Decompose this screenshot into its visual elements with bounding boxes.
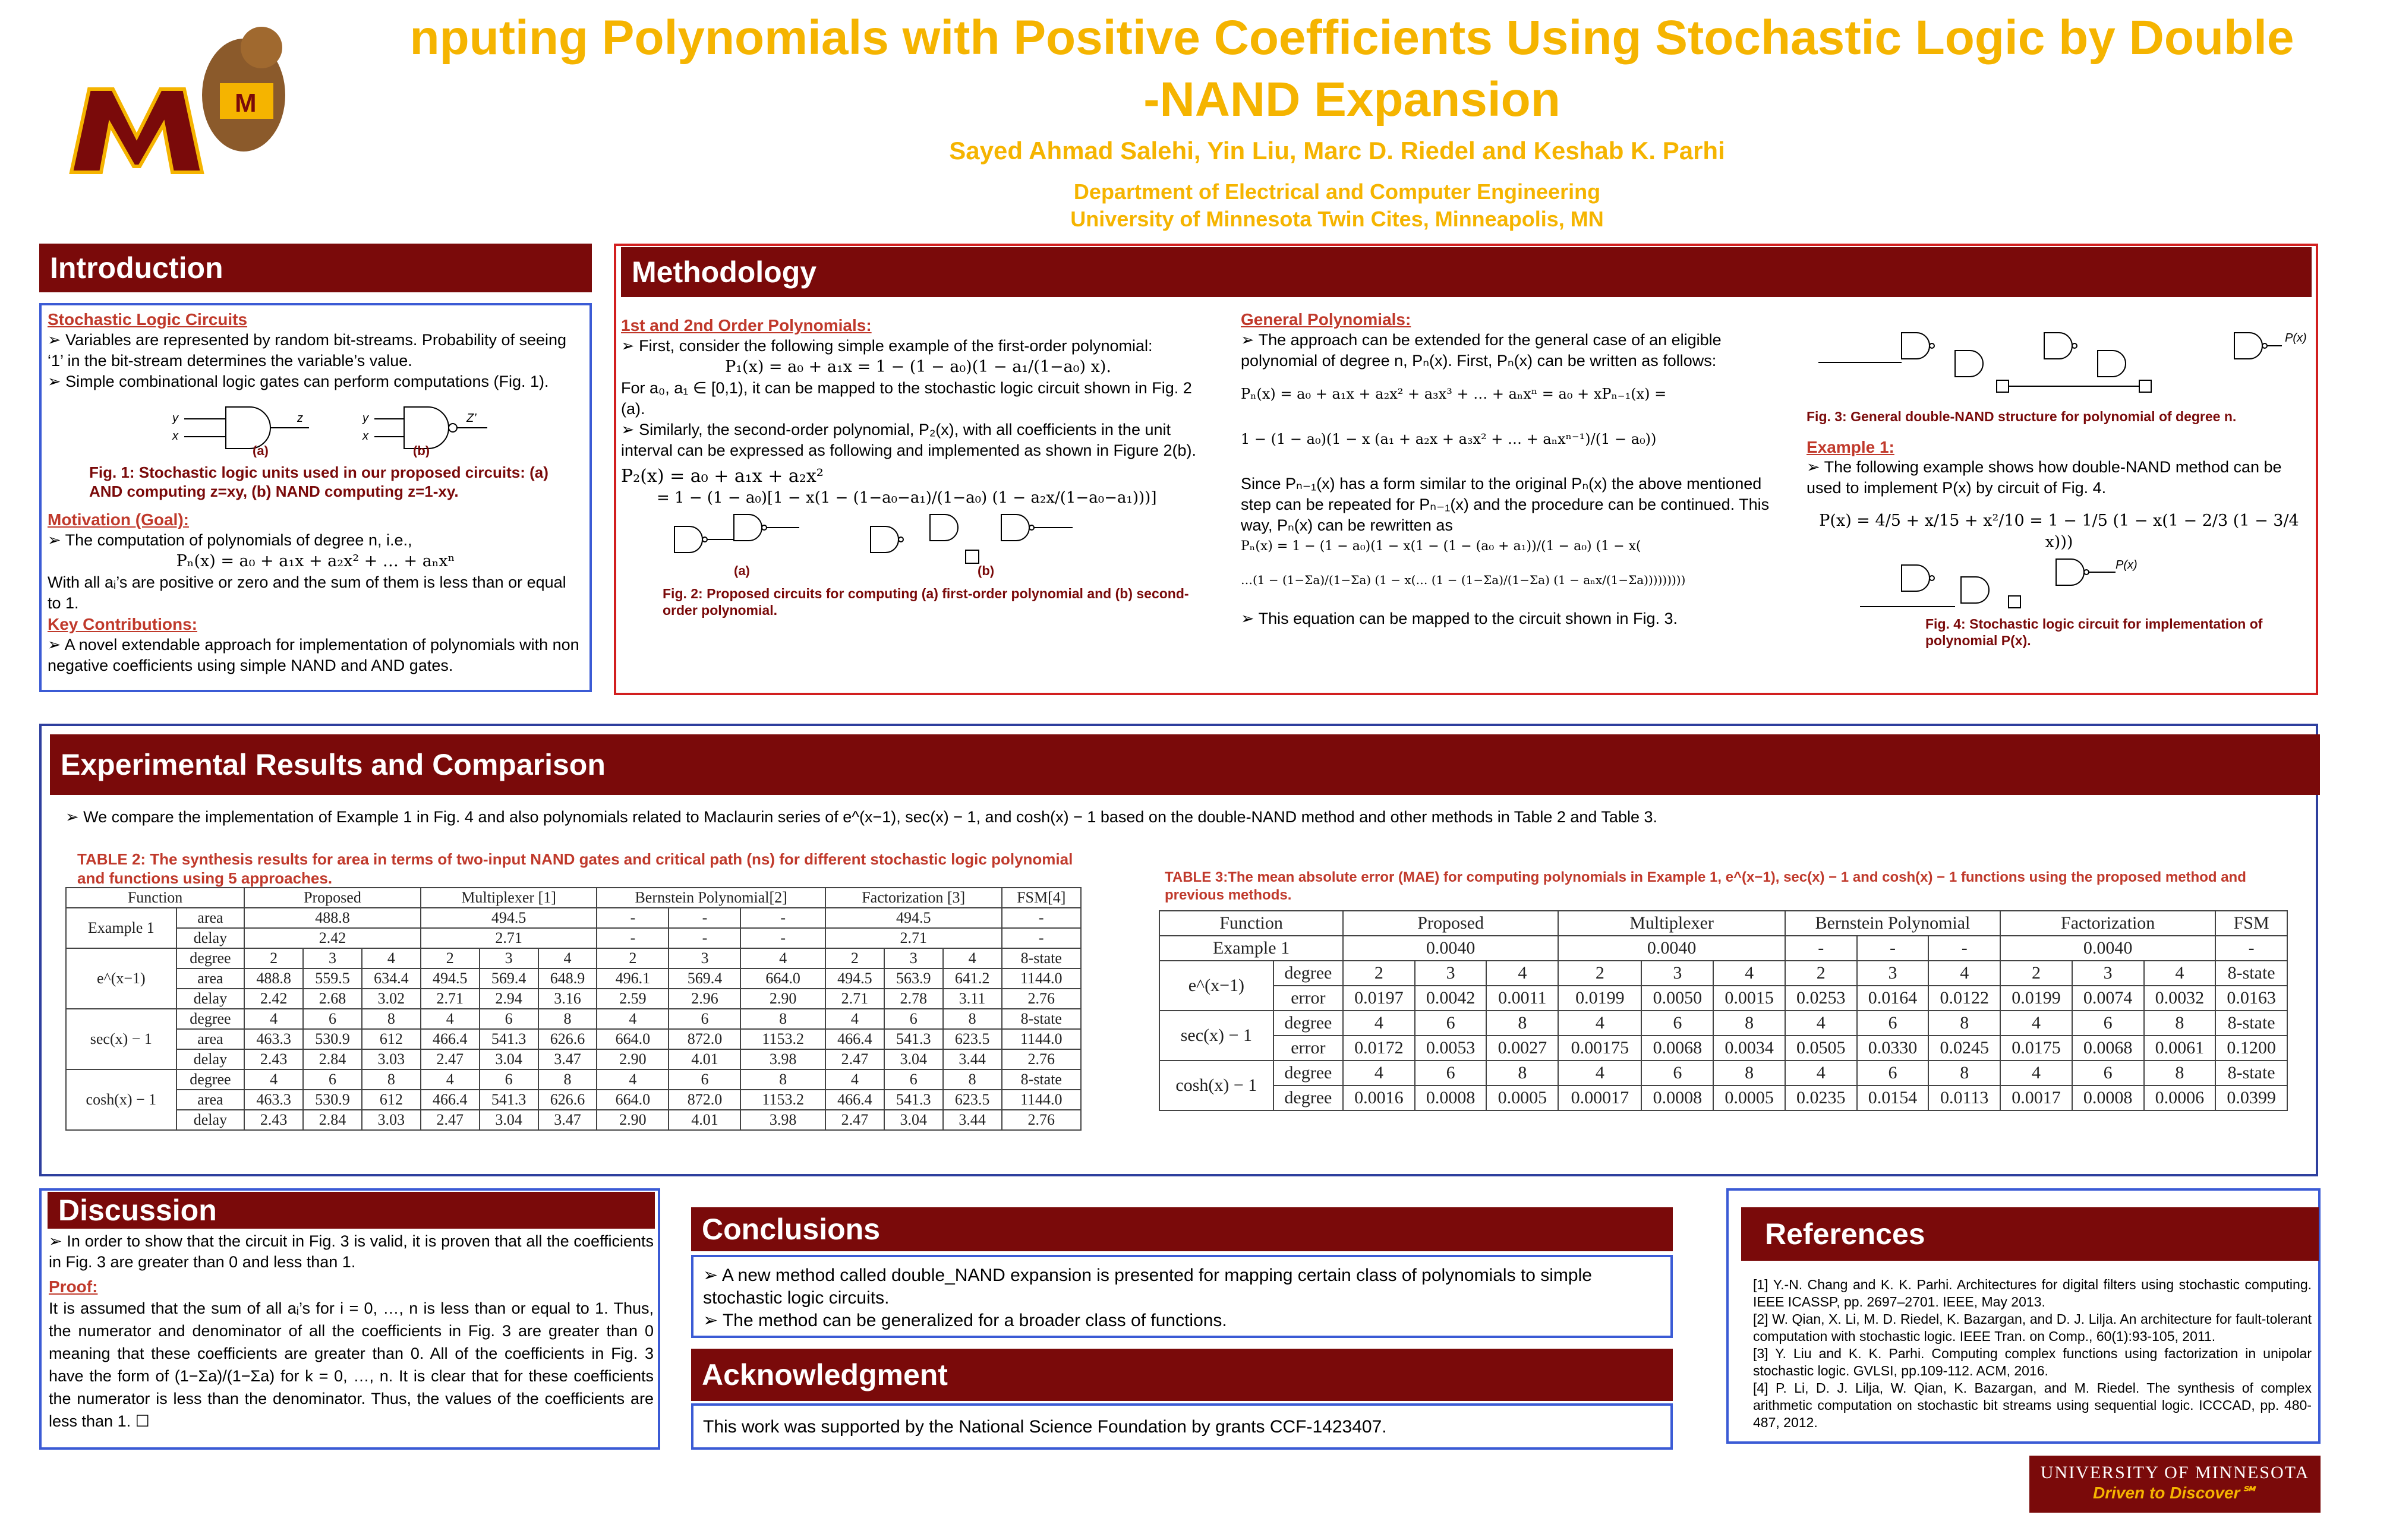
method-eq2a: P₂(x) = a₀ + a₁x + a₂x² <box>621 466 824 487</box>
ref-3: [3] Y. Liu and K. K. Parhi. Computing complex functions using factorization in unipolar stochastic logic. GVLSI, pp.109-112. ACM, 2016. <box>1753 1346 2312 1378</box>
concl-heading: Conclusions <box>691 1207 1673 1251</box>
method-geq4: …(1 − (1−Σa)/(1−Σa) (1 − x(… (1 − (1−Σa)/(1−Σa) (1 − aₙx/(1−Σa))))))))) <box>1241 573 1686 587</box>
fig4-caption: Fig. 4: Stochastic logic circuit for implementation of polynomial P(x). <box>1925 616 2263 648</box>
method-sub3: Example 1: <box>1807 438 1894 456</box>
svg-text:(b): (b) <box>978 563 995 578</box>
ack-heading: Acknowledgment <box>691 1349 1673 1401</box>
authors: Sayed Ahmad Salehi, Yin Liu, Marc D. Riedel and Keshab K. Parhi <box>949 137 1725 165</box>
method-b2: ➢ Similarly, the second-order polynomial, P₂(x), with all coefficients in the unit interval can be expressed as following and implemented as shown in Figure 2(b). <box>621 419 1215 461</box>
t2-ex1-delay: delay 2.42 2.71 - - - 2.71 - <box>66 928 1081 948</box>
method-g3: ➢ This equation can be mapped to the circuit shown in Fig. 3. <box>1241 608 1776 629</box>
disc-b1: ➢ In order to show that the circuit in Fig. 3 is valid, it is proven that all the coefficients in Fig. 3 are greater than 0 and less than 1. <box>49 1231 654 1273</box>
intro-b2: ➢ Simple combinational logic gates can perform computations (Fig. 1). <box>48 371 584 392</box>
exp.t3-row: sec(x) − 1 degree 4 6 8 4 6 8 4 6 8 4 6 8 8-state <box>1159 1011 2287 1036</box>
exp.t2-row: e^(x−1) degree 2 3 4 2 3 4 2 3 4 2 3 4 8-state <box>66 948 1081 968</box>
t3-ex1: Example 1 0.0040 0.0040 - - - 0.0040 - <box>1159 936 2287 961</box>
umn-line1: UNIVERSITY OF MINNESOTA <box>2040 1463 2310 1482</box>
fig1-caption: Fig. 1: Stochastic logic units used in our proposed circuits: (a) AND computing z=xy, (b) NAND computing z=1-xy. <box>89 463 548 500</box>
exp.t3-row: e^(x−1) degree 2 3 4 2 3 4 2 3 4 2 3 4 8-state <box>1159 961 2287 986</box>
intro-heading: Introduction <box>39 244 592 292</box>
svg-text:(a): (a) <box>734 563 750 578</box>
intro-b1: ➢ Variables are represented by random bit-streams. Probability of seeing ‘1’ in the bit-stream determines the variable’s value. <box>48 330 584 371</box>
exp-heading: Experimental Results and Comparison <box>50 734 2320 795</box>
table3 <box>1159 910 2288 1111</box>
fig3-circuit <box>1807 315 2312 404</box>
intro-sub2: Motivation (Goal): <box>48 510 189 529</box>
concl-b1: ➢ A new method called double_NAND expansion is presented for mapping certain class of polynomials to simple stochastic logic circuits. <box>703 1264 1661 1309</box>
refs-heading: References <box>1741 1207 2319 1261</box>
exp.t2-row: delay 2.43 2.84 3.03 2.47 3.04 3.47 2.90 4.01 3.98 2.47 3.04 3.44 2.76 <box>66 1049 1081 1069</box>
t2-header: Function Proposed Multiplexer [1] Bernstein Polynomial[2] Factorization [3] FSM[4] <box>66 888 1081 908</box>
svg-text:(a): (a) <box>253 443 269 457</box>
ref-4: [4] P. Li, D. J. Lilja, W. Qian, K. Bazargan, and M. Riedel. The synthesis of complex arithmetic computation on stochastic bit streams using sequential logic. ICCCAD, pp. 480-487, 2012. <box>1753 1380 2312 1430</box>
method-col1 <box>621 315 1215 618</box>
table3-caption: TABLE 3:The mean absolute error (MAE) for computing polynomials in Example 1, e^(x−1), sec(x) − 1 and cosh(x) − 1 functions using the proposed method and previous methods. <box>1165 869 2246 903</box>
method-sub1: 1st and 2nd Order Polynomials: <box>621 316 872 334</box>
umn-logo <box>65 24 303 178</box>
exp.t3-row: error 0.0172 0.0053 0.0027 0.00175 0.0068 0.0034 0.0505 0.0330 0.0245 0.0175 0.0068 0.0061 0.1200 <box>1159 1036 2287 1061</box>
exp.t3-row: error 0.0197 0.0042 0.0011 0.0199 0.0050 0.0015 0.0253 0.0164 0.0122 0.0199 0.0074 0.0032 0.0163 <box>1159 986 2287 1011</box>
disc-body <box>49 1231 654 1432</box>
method-sub2: General Polynomials: <box>1241 310 1411 329</box>
exp.t2-row: sec(x) − 1 degree 4 6 8 4 6 8 4 6 8 4 6 8 8-state <box>66 1009 1081 1029</box>
t3-header: Function Proposed Multiplexer Bernstein Polynomial Factorization FSM <box>1159 911 2287 936</box>
exp.t2-row: area 488.8 559.5 634.4 494.5 569.4 648.9 496.1 569.4 664.0 494.5 563.9 641.2 1144.0 <box>66 968 1081 989</box>
svg-text:M: M <box>235 89 257 118</box>
fig1-gates <box>48 392 582 457</box>
ack-text: This work was supported by the National Science Foundation by grants CCF-1423407. <box>703 1417 1387 1437</box>
fig2-circuits <box>621 509 1215 580</box>
method-g1: ➢ The approach can be extended for the general case of an eligible polynomial of degree n, Pₙ(x). First, Pₙ(x) can be written as follows: <box>1241 330 1776 371</box>
method-geq3: Pₙ(x) = 1 − (1 − a₀)(1 − x(1 − (1 − (a₀ + a₁))/(1 − a₀) (1 − x( <box>1241 539 1641 554</box>
svg-text:y: y <box>172 412 178 425</box>
method-col2 <box>1241 309 1776 629</box>
svg-text:y: y <box>362 412 368 425</box>
method-eeq: P(x) = 4/5 + x/15 + x²/10 = 1 − 1/5 (1 − x(1 − 2/3 (1 − 3/4 x))) <box>1819 512 2299 551</box>
method-e1: ➢ The following example shows how double-NAND method can be used to implement P(x) by circuit of Fig. 4. <box>1807 457 2312 498</box>
intro-k1: ➢ A novel extendable approach for implementation of polynomials with non negative coefficients using simple NAND and AND gates. <box>48 635 584 676</box>
method-heading: Methodology <box>621 247 2312 297</box>
ref-2: [2] W. Qian, X. Li, M. D. Riedel, K. Bazargan, and D. J. Lilja. An architecture for fault-tolerant computation with stochastic logic. IEEE Tran. on Comp., 60(1):93-105, 2011. <box>1753 1311 2312 1344</box>
intro-sub3: Key Contributions: <box>48 615 197 633</box>
ack-box <box>691 1403 1673 1450</box>
disc-sub: Proof: <box>49 1277 98 1296</box>
exp.t3-row: degree 0.0016 0.0008 0.0005 0.00017 0.0008 0.0005 0.0235 0.0154 0.0113 0.0017 0.0008 0.0006 0.0399 <box>1159 1085 2287 1110</box>
department: Department of Electrical and Computer Engineering University of Minnesota Twin Cites, Minneapolis, MN <box>1070 179 1604 231</box>
method-col3 <box>1807 315 2312 649</box>
intro-m2: With all aᵢ’s are positive or zero and the sum of them is less than or equal to 1. <box>48 573 566 612</box>
svg-text:z: z <box>297 412 303 425</box>
poster-title: nputing Polynomials with Positive Coefficients Using Stochastic Logic by Double -NAND Expansion <box>409 11 2294 127</box>
svg-text:P(x): P(x) <box>2116 558 2138 572</box>
disc-p1: It is assumed that the sum of all aᵢ’s for i = 0, …, n is less than or equal to 1. Thus, the numerator and denominator of all the coefficients in Fig. 3 are greater than 0 meaning that these coefficients are greater than 0. All of the coefficients in Fig. 3 have the form of (1−Σa)/(1−Σa) for k = 0, …, n. It is clear that for these coefficients the numerator is less than the denominator. Thus, the values of the coefficients are less than 1. ☐ <box>49 1299 654 1430</box>
intro-m1: ➢ The computation of polynomials of degree n, i.e., <box>48 530 584 551</box>
umn-line2: Driven to Discover℠ <box>2093 1484 2257 1502</box>
svg-text:Z’: Z’ <box>466 412 477 425</box>
table2-caption: TABLE 2: The synthesis results for area in terms of two-input NAND gates and critical path (ns) for different stochastic logic polynomial and functions using 5 approaches. <box>77 850 1073 887</box>
t2-ex1-area: Example 1 area 488.8 494.5 - - - 494.5 - <box>66 908 1081 928</box>
exp.t2-row: delay 2.42 2.68 3.02 2.71 2.94 3.16 2.59 2.96 2.90 2.71 2.78 3.11 2.76 <box>66 989 1081 1009</box>
fig4-circuit <box>1807 553 2312 613</box>
exp.t3-row: cosh(x) − 1 degree 4 6 8 4 6 8 4 6 8 4 6 8 8-state <box>1159 1061 2287 1085</box>
intro-sub1: Stochastic Logic Circuits <box>48 310 248 329</box>
intro-box <box>39 303 592 692</box>
svg-text:P(x): P(x) <box>2285 332 2307 345</box>
svg-text:x: x <box>172 430 178 443</box>
method-t1: For a₀, a₁ ∈ [0,1), it can be mapped to the stochastic logic circuit shown in Fig. 2 (a). <box>621 379 1192 418</box>
refs-list <box>1753 1276 2312 1431</box>
method-geq1: Pₙ(x) = a₀ + a₁x + a₂x² + a₃x³ + … + aₙxⁿ = a₀ + xPₙ₋₁(x) = <box>1241 386 1667 402</box>
intro-eq: Pₙ(x) = a₀ + a₁x + a₂x² + … + aₙxⁿ <box>176 552 455 570</box>
method-b1: ➢ First, consider the following simple example of the first-order polynomial: <box>621 336 1215 356</box>
table2 <box>65 887 1082 1131</box>
exp.t2-row: area 463.3 530.9 612 466.4 541.3 626.6 664.0 872.0 1153.2 466.4 541.3 623.5 1144.0 <box>66 1029 1081 1049</box>
svg-text:x: x <box>362 430 368 443</box>
fig3-caption: Fig. 3: General double-NAND structure for polynomial of degree n. <box>1807 409 2237 424</box>
concl-b2: ➢ The method can be generalized for a broader class of functions. <box>703 1309 1661 1332</box>
umn-wordmark <box>2029 1456 2321 1513</box>
exp.t2-row: cosh(x) − 1 degree 4 6 8 4 6 8 4 6 8 4 6 8 8-state <box>66 1069 1081 1090</box>
exp.t2-row: area 463.3 530.9 612 466.4 541.3 626.6 664.0 872.0 1153.2 466.4 541.3 623.5 1144.0 <box>66 1090 1081 1110</box>
method-eq1: P₁(x) = a₀ + a₁x = 1 − (1 − a₀)(1 − a₁/(1−a₀) x). <box>725 358 1111 376</box>
exp.t2-row: delay 2.43 2.84 3.03 2.47 3.04 3.47 2.90 4.01 3.98 2.47 3.04 3.44 2.76 <box>66 1110 1081 1130</box>
method-g2: Since Pₙ₋₁(x) has a form similar to the original Pₙ(x) the above mentioned step can be repeated for Pₙ₋₁(x) and the procedure can be continued. This way, Pₙ(x) can be rewritten as <box>1241 475 1770 534</box>
method-geq2: 1 − (1 − a₀)(1 − x (a₁ + a₂x + a₃x² + … + aₙxⁿ⁻¹)/(1 − a₀)) <box>1241 431 1657 447</box>
fig2-caption: Fig. 2: Proposed circuits for computing (a) first-order polynomial and (b) second-order polynomial. <box>663 586 1189 618</box>
ref-1: [1] Y.-N. Chang and K. K. Parhi. Architectures for digital filters using stochastic computing. IEEE ICASSP, pp. 2697–2701. IEEE, May 2013. <box>1753 1277 2312 1309</box>
exp-intro: ➢ We compare the implementation of Example 1 in Fig. 4 and also polynomials related to Maclaurin series of e^(x−1), sec(x) − 1, and cosh(x) − 1 based on the double-NAND method and other methods in Table 2 and Table 3. <box>65 807 2264 828</box>
svg-text:(b): (b) <box>413 443 430 457</box>
concl-box <box>691 1255 1673 1338</box>
disc-heading: Discussion <box>48 1192 655 1229</box>
method-eq2b: = 1 − (1 − a₀)[1 − x(1 − (1−a₀−a₁)/(1−a₀) (1 − a₂x/(1−a₀−a₁)))] <box>657 489 1157 507</box>
